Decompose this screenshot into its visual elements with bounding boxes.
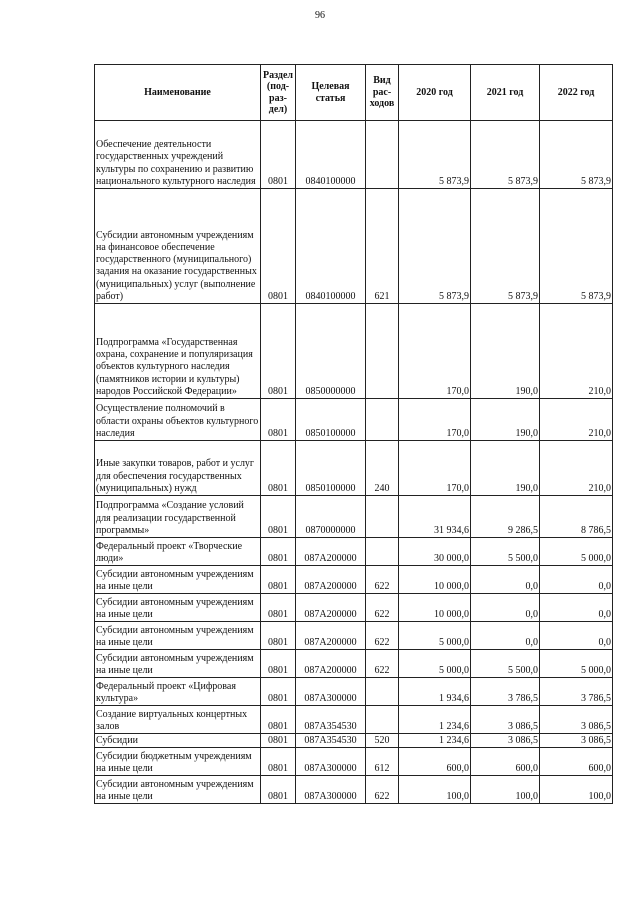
table-row xyxy=(95,748,613,776)
row-name: Федеральный проект «Творческие люди» xyxy=(95,538,261,566)
row-expense-type: 622 xyxy=(366,622,399,650)
row-expense-type xyxy=(366,538,399,566)
row-name: Осуществление полномочий в области охраны объектов культурного наследия xyxy=(95,399,261,441)
row-value-2022: 100,0 xyxy=(540,776,613,804)
table-row xyxy=(95,189,613,304)
table-row xyxy=(95,538,613,566)
row-expense-type: 240 xyxy=(366,441,399,496)
row-target: 087А200000 xyxy=(296,566,366,594)
row-value-2021: 0,0 xyxy=(471,622,540,650)
row-expense-type: 622 xyxy=(366,566,399,594)
row-target: 087А354530 xyxy=(296,706,366,734)
row-name: Субсидии автономным учреждениям на иные цели xyxy=(95,566,261,594)
row-value-2022: 5 873,9 xyxy=(540,121,613,189)
row-name: Подпрограмма «Государственная охрана, сохранение и популяризация объектов культурного наследия (памятников истории и культуры) народов Российской Федерации» xyxy=(95,304,261,399)
page-number: 96 xyxy=(315,10,325,21)
row-value-2020: 600,0 xyxy=(399,748,471,776)
col-header-section: Раздел (под-раз-дел) xyxy=(261,65,296,121)
row-value-2021: 190,0 xyxy=(471,304,540,399)
row-expense-type xyxy=(366,121,399,189)
row-value-2021: 0,0 xyxy=(471,594,540,622)
row-section: 0801 xyxy=(261,594,296,622)
row-section: 0801 xyxy=(261,304,296,399)
table-row xyxy=(95,121,613,189)
row-section: 0801 xyxy=(261,734,296,748)
col-header-2020: 2020 год xyxy=(399,65,471,121)
row-value-2022: 210,0 xyxy=(540,441,613,496)
table-row xyxy=(95,706,613,734)
table-row xyxy=(95,650,613,678)
table-row xyxy=(95,496,613,538)
row-value-2022: 210,0 xyxy=(540,304,613,399)
table-row xyxy=(95,622,613,650)
row-target: 0850100000 xyxy=(296,441,366,496)
row-value-2020: 170,0 xyxy=(399,441,471,496)
table-row xyxy=(95,678,613,706)
row-target: 0840100000 xyxy=(296,121,366,189)
table-row xyxy=(95,399,613,441)
row-value-2021: 100,0 xyxy=(471,776,540,804)
row-value-2021: 600,0 xyxy=(471,748,540,776)
row-value-2022: 5 000,0 xyxy=(540,650,613,678)
row-value-2020: 1 234,6 xyxy=(399,706,471,734)
row-expense-type xyxy=(366,304,399,399)
col-header-2021: 2021 год xyxy=(471,65,540,121)
table-row xyxy=(95,734,613,748)
row-value-2020: 170,0 xyxy=(399,399,471,441)
row-section: 0801 xyxy=(261,678,296,706)
row-section: 0801 xyxy=(261,496,296,538)
row-value-2022: 210,0 xyxy=(540,399,613,441)
row-expense-type xyxy=(366,496,399,538)
row-value-2022: 0,0 xyxy=(540,594,613,622)
row-value-2022: 3 786,5 xyxy=(540,678,613,706)
row-value-2021: 5 500,0 xyxy=(471,538,540,566)
row-section: 0801 xyxy=(261,441,296,496)
row-name: Субсидии xyxy=(95,734,261,748)
row-section: 0801 xyxy=(261,566,296,594)
table-row xyxy=(95,304,613,399)
row-target: 0850100000 xyxy=(296,399,366,441)
row-expense-type: 621 xyxy=(366,189,399,304)
row-value-2022: 5 873,9 xyxy=(540,189,613,304)
row-name: Субсидии автономным учреждениям на финансовое обеспечение государственного (муниципального) задания на оказание государственных (муниципальных) услуг (выполнение работ) xyxy=(95,189,261,304)
table-row xyxy=(95,441,613,496)
row-value-2021: 0,0 xyxy=(471,566,540,594)
row-value-2021: 3 786,5 xyxy=(471,678,540,706)
row-value-2020: 30 000,0 xyxy=(399,538,471,566)
row-expense-type xyxy=(366,706,399,734)
row-target: 087А354530 xyxy=(296,734,366,748)
table-row xyxy=(95,594,613,622)
row-value-2021: 9 286,5 xyxy=(471,496,540,538)
row-value-2020: 1 234,6 xyxy=(399,734,471,748)
row-name: Федеральный проект «Цифровая культура» xyxy=(95,678,261,706)
row-expense-type xyxy=(366,399,399,441)
header-row xyxy=(95,65,613,121)
row-name: Субсидии автономным учреждениям на иные цели xyxy=(95,594,261,622)
row-value-2021: 3 086,5 xyxy=(471,706,540,734)
row-value-2020: 5 873,9 xyxy=(399,189,471,304)
row-target: 0840100000 xyxy=(296,189,366,304)
row-section: 0801 xyxy=(261,538,296,566)
table-row xyxy=(95,776,613,804)
row-section: 0801 xyxy=(261,650,296,678)
row-value-2022: 3 086,5 xyxy=(540,734,613,748)
row-section: 0801 xyxy=(261,121,296,189)
row-name: Субсидии автономным учреждениям на иные цели xyxy=(95,776,261,804)
row-value-2020: 100,0 xyxy=(399,776,471,804)
row-target: 087А200000 xyxy=(296,594,366,622)
row-target: 087А300000 xyxy=(296,678,366,706)
row-value-2022: 0,0 xyxy=(540,622,613,650)
row-value-2022: 600,0 xyxy=(540,748,613,776)
row-expense-type: 622 xyxy=(366,594,399,622)
row-target: 0870000000 xyxy=(296,496,366,538)
row-target: 087А200000 xyxy=(296,650,366,678)
row-value-2022: 0,0 xyxy=(540,566,613,594)
row-name: Субсидии автономным учреждениям на иные цели xyxy=(95,622,261,650)
row-target: 087А300000 xyxy=(296,748,366,776)
row-name: Обеспечение деятельности государственных учреждений культуры по сохранению и развитию национального культурного наследия xyxy=(95,121,261,189)
row-section: 0801 xyxy=(261,189,296,304)
row-section: 0801 xyxy=(261,706,296,734)
row-expense-type: 622 xyxy=(366,776,399,804)
row-value-2021: 5 873,9 xyxy=(471,121,540,189)
row-expense-type: 612 xyxy=(366,748,399,776)
row-value-2021: 5 873,9 xyxy=(471,189,540,304)
budget-table xyxy=(94,64,613,804)
table-row xyxy=(95,566,613,594)
row-section: 0801 xyxy=(261,776,296,804)
row-target: 087А300000 xyxy=(296,776,366,804)
row-expense-type: 520 xyxy=(366,734,399,748)
row-value-2022: 5 000,0 xyxy=(540,538,613,566)
row-target: 0850000000 xyxy=(296,304,366,399)
row-expense-type xyxy=(366,678,399,706)
col-header-name: Наименование xyxy=(95,65,261,121)
row-value-2021: 190,0 xyxy=(471,399,540,441)
row-target: 087А200000 xyxy=(296,538,366,566)
row-name: Создание виртуальных концертных залов xyxy=(95,706,261,734)
row-value-2021: 5 500,0 xyxy=(471,650,540,678)
row-value-2020: 1 934,6 xyxy=(399,678,471,706)
row-value-2020: 10 000,0 xyxy=(399,594,471,622)
row-value-2020: 10 000,0 xyxy=(399,566,471,594)
row-section: 0801 xyxy=(261,399,296,441)
col-header-2022: 2022 год xyxy=(540,65,613,121)
row-name: Субсидии автономным учреждениям на иные цели xyxy=(95,650,261,678)
row-name: Субсидии бюджетным учреждениям на иные цели xyxy=(95,748,261,776)
row-value-2020: 5 000,0 xyxy=(399,650,471,678)
row-name: Иные закупки товаров, работ и услуг для обеспечения государственных (муниципальных) нужд xyxy=(95,441,261,496)
row-value-2021: 190,0 xyxy=(471,441,540,496)
row-section: 0801 xyxy=(261,748,296,776)
row-section: 0801 xyxy=(261,622,296,650)
row-value-2020: 31 934,6 xyxy=(399,496,471,538)
row-value-2021: 3 086,5 xyxy=(471,734,540,748)
row-value-2022: 8 786,5 xyxy=(540,496,613,538)
col-header-target: Целевая статья xyxy=(296,65,366,121)
row-value-2020: 5 000,0 xyxy=(399,622,471,650)
row-expense-type: 622 xyxy=(366,650,399,678)
col-header-expense: Вид рас-ходов xyxy=(366,65,399,121)
row-value-2022: 3 086,5 xyxy=(540,706,613,734)
row-value-2020: 170,0 xyxy=(399,304,471,399)
row-value-2020: 5 873,9 xyxy=(399,121,471,189)
row-name: Подпрограмма «Создание условий для реализации государственной программы» xyxy=(95,496,261,538)
row-target: 087А200000 xyxy=(296,622,366,650)
